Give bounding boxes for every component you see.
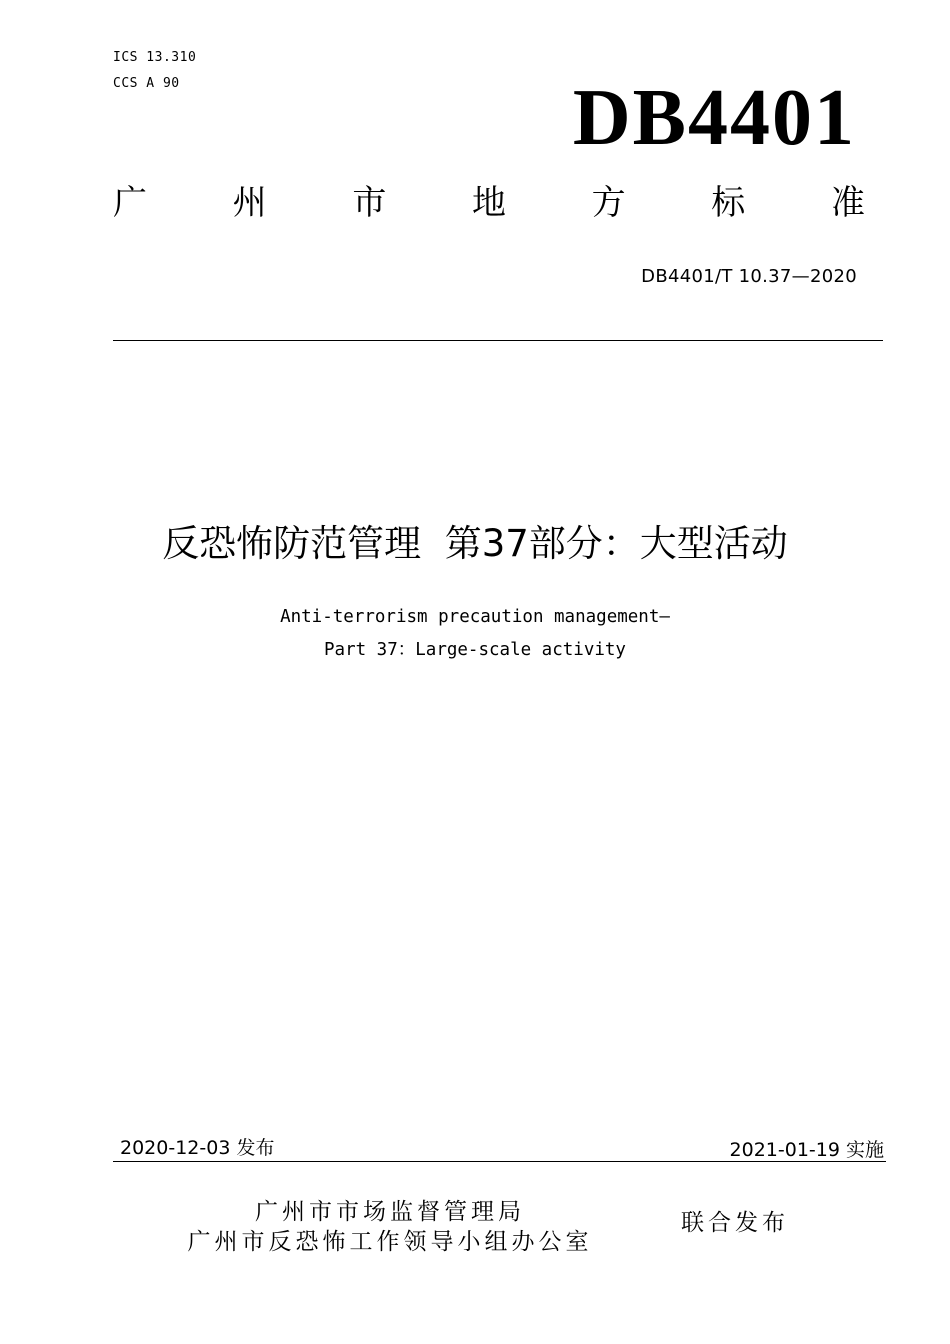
issuer-line-2: 广州市反恐怖工作领导小组办公室 — [187, 1229, 593, 1255]
standard-type-char: 市 — [352, 183, 387, 223]
standard-type-char: 方 — [591, 183, 626, 223]
document-title-english-line2: Part 37：Large-scale activity — [324, 640, 626, 660]
ccs-code: CCS A 90 — [113, 76, 180, 91]
document-title-english-line1: Anti-terrorism precaution management— — [280, 607, 670, 627]
footer-divider — [113, 1161, 886, 1162]
ics-code: ICS 13.310 — [113, 50, 197, 65]
standard-type-char: 标 — [711, 183, 746, 223]
standard-type-char: 州 — [232, 183, 267, 223]
issue-date: 2020-12-03 发布 — [120, 1137, 275, 1159]
standard-type-char: 广 — [113, 183, 147, 223]
standard-type-char: 地 — [471, 183, 506, 223]
joint-release-label: 联合发布 — [681, 1210, 789, 1236]
standard-type-title — [113, 183, 865, 223]
document-title-chinese: 反恐怖防范管理 第37部分：大型活动 — [162, 522, 788, 565]
implementation-date: 2021-01-19 实施 — [729, 1139, 884, 1161]
header-divider — [113, 340, 883, 341]
standard-type-char: 准 — [830, 183, 865, 223]
standard-number: DB4401/T 10.37—2020 — [641, 266, 857, 287]
standard-logo: DB4401 — [572, 74, 856, 162]
issuer-line-1: 广州市市场监督管理局 — [255, 1199, 525, 1225]
